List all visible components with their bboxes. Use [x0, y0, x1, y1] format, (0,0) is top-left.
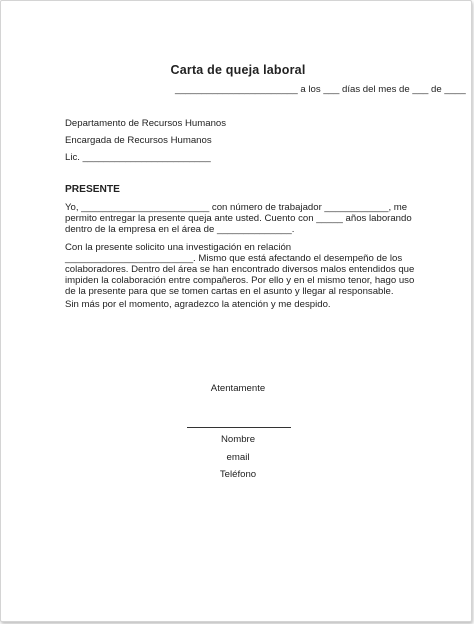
paragraph-intro: Yo, ________________________ con número de trabajador ____________, me permito entregar la presente queja ante usted. Cuento con _____ años laborando dentro de la empresa en el área de ______________.: [65, 202, 412, 235]
letter-title: Carta de queja laboral: [170, 63, 306, 77]
recipient-role: Encargada de Recursos Humanos: [65, 135, 212, 146]
closing: Atentamente: [210, 383, 266, 394]
paragraph-complaint: Con la presente solicito una investigación en relación ________________________. Mismo que está afectando el desempeño de los colaboradores. Dentro del área se han encontrado diversos malos entendidos que impiden la colaboración entre compañeros. Por ello y en el mismo tenor, hago uso de la presente para que se tomen cartas en el asunto y llegar al responsable.: [65, 242, 415, 297]
date-line: _______________________ a los ___ días del mes de ___ de ____: [175, 84, 466, 95]
paragraph-farewell: Sin más por el momento, agradezco la atención y me despido.: [65, 299, 331, 310]
salutation: PRESENTE: [65, 184, 120, 195]
recipient-department: Departamento de Recursos Humanos: [65, 118, 227, 129]
recipient-name-line: Lic. ________________________: [65, 152, 211, 163]
signature-line: [187, 427, 291, 428]
signature-phone: Teléfono: [219, 469, 257, 480]
signature-email: email: [226, 452, 250, 463]
signature-name: Nombre: [220, 434, 256, 445]
